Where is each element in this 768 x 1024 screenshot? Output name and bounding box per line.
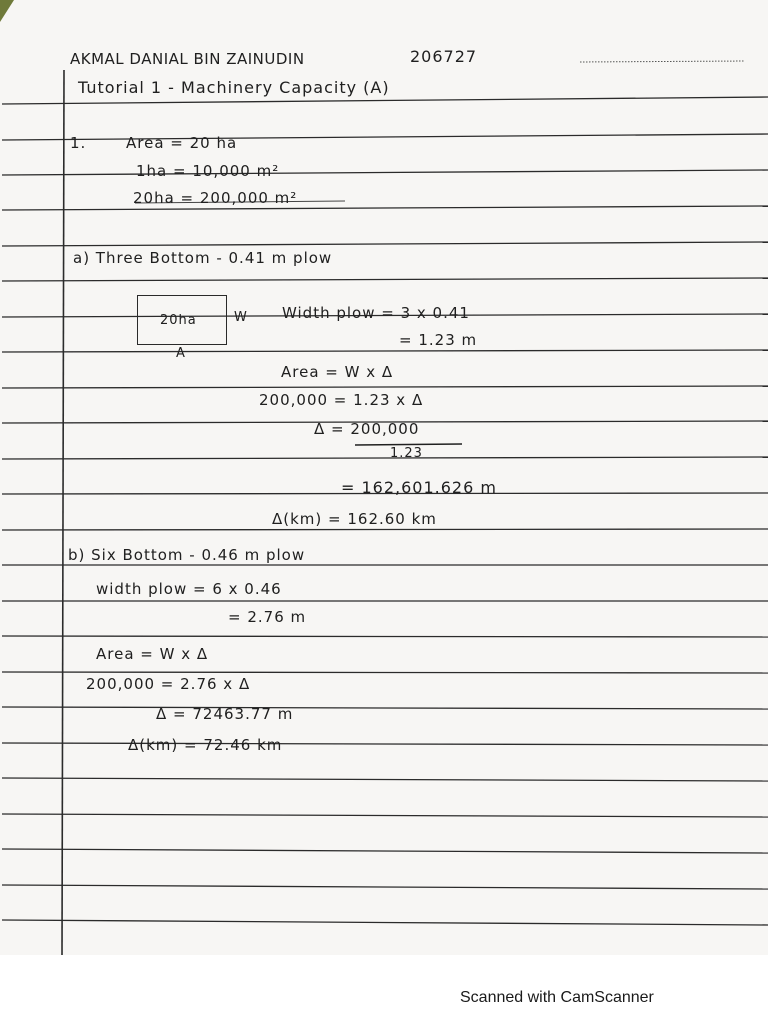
part-a-heading: a) Three Bottom - 0.41 m plow <box>73 249 333 267</box>
hectare-conversion: 1ha = 10,000 m² <box>136 162 280 180</box>
part-b-width-result: = 2.76 m <box>228 608 307 626</box>
total-area-conversion: 20ha = 200,000 m² <box>133 189 298 207</box>
diagram-area-label: 20ha <box>160 313 197 328</box>
part-b-delta-result: Δ = 72463.77 m <box>156 705 294 723</box>
diagram-width-label: W <box>234 310 248 325</box>
student-name: AKMAL DANIAL BIN ZAINUDIN <box>70 50 305 68</box>
scanner-watermark: Scanned with CamScanner <box>460 989 654 1006</box>
question-number: 1. <box>70 134 87 152</box>
matric-number: 206727 <box>410 47 478 66</box>
part-a-delta-denominator: 1.23 <box>390 446 423 461</box>
part-a-delta-km: Δ(km) = 162.60 km <box>272 510 437 528</box>
tutorial-title: Tutorial 1 - Machinery Capacity (A) <box>78 78 390 97</box>
part-b-area-substitution: 200,000 = 2.76 x Δ <box>86 675 251 693</box>
part-a-width-plow: Width plow = 3 x 0.41 <box>282 304 470 322</box>
part-b-delta-km: Δ(km) = 72.46 km <box>128 736 283 754</box>
part-a-delta-fraction: Δ = 200,000 <box>314 420 420 438</box>
part-b-area-formula: Area = W x Δ <box>96 645 209 663</box>
area-given: Area = 20 ha <box>126 134 238 152</box>
part-a-width-result: = 1.23 m <box>399 331 478 349</box>
part-b-width-plow: width plow = 6 x 0.46 <box>96 580 282 598</box>
part-a-area-substitution: 200,000 = 1.23 x Δ <box>259 391 424 409</box>
part-a-delta-result: = 162,601.626 m <box>341 478 497 497</box>
part-a-area-formula: Area = W x Δ <box>281 363 394 381</box>
diagram-distance-label: A <box>176 346 186 361</box>
part-b-heading: b) Six Bottom - 0.46 m plow <box>68 546 306 564</box>
